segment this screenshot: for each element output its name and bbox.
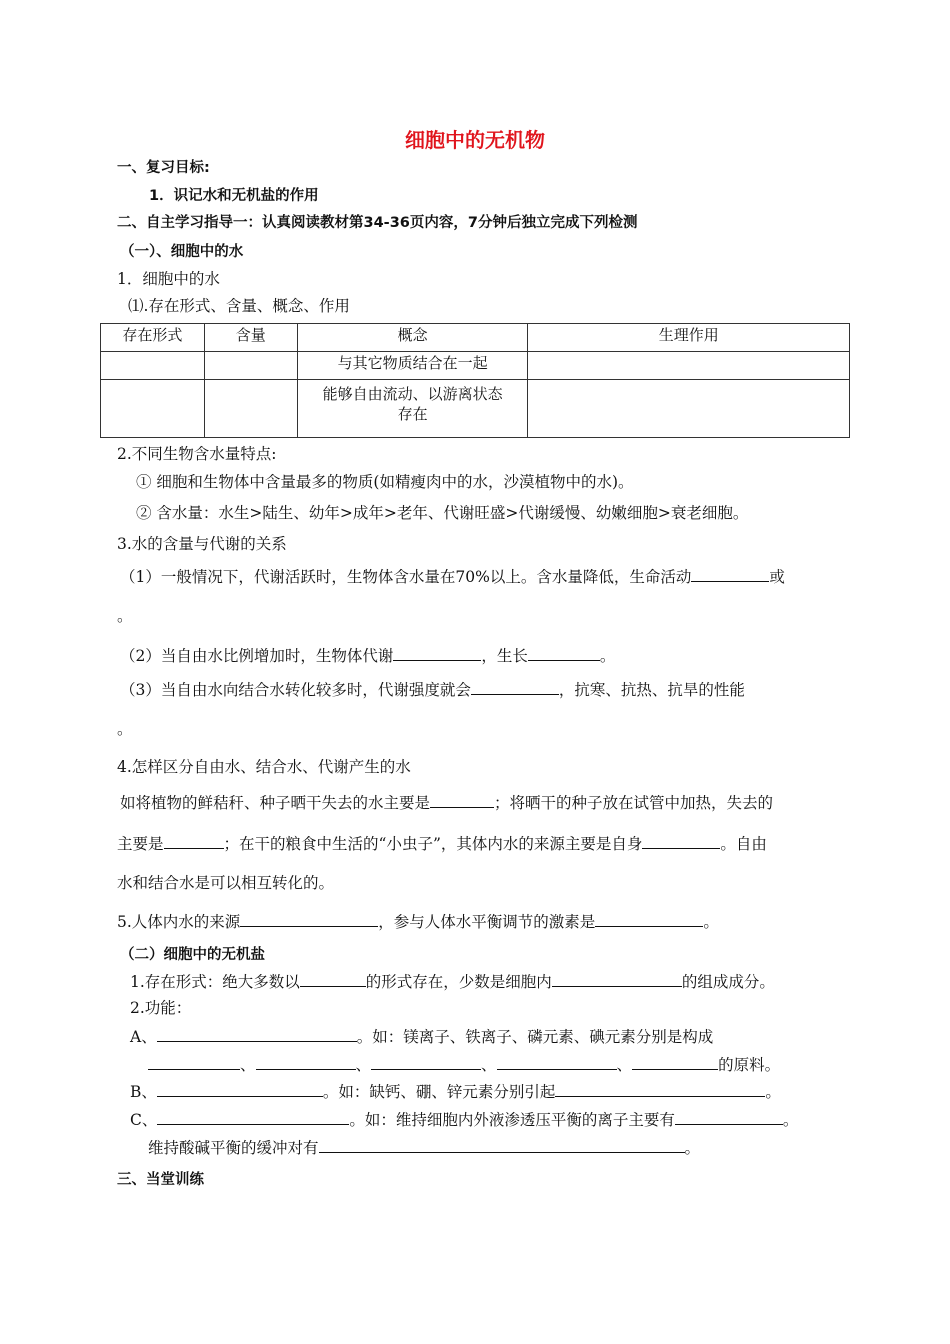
- answer-blank[interactable]: [148, 1054, 240, 1070]
- table-cell: [204, 352, 297, 380]
- period-line: 。: [117, 607, 133, 625]
- answer-blank[interactable]: [555, 1081, 765, 1097]
- table-header: 生理作用: [528, 324, 850, 352]
- water-sub2b: ② 含水量：水生>陆生、幼年>成年>老年、代谢旺盛>代谢缓慢、幼嫩细胞>衰老细胞。: [136, 504, 749, 522]
- table-cell: [101, 352, 205, 380]
- section1-heading: 一、复习目标:: [117, 160, 210, 176]
- answer-blank[interactable]: [300, 971, 366, 987]
- answer-blank[interactable]: [157, 1026, 357, 1042]
- table-cell: 能够自由流动、以游离状态存在: [297, 380, 528, 438]
- answer-blank[interactable]: [552, 971, 682, 987]
- table-row: [101, 352, 850, 380]
- water-sub1a: ⑴.存在形式、含量、概念、作用: [128, 297, 350, 315]
- page-title: 细胞中的无机物: [405, 128, 545, 152]
- section2-heading: 二、自主学习指导一：认真阅读教材第34-36页内容，7分钟后独立完成下列检测: [117, 215, 638, 231]
- answer-blank[interactable]: [471, 679, 559, 695]
- salt-item-b: B、 。如：缺钙、硼、锌元素分别引起 。: [130, 1083, 781, 1101]
- table-row: [101, 380, 850, 438]
- answer-blank[interactable]: [256, 1054, 356, 1070]
- salt-item-c: C、 。如：维持细胞内外液渗透压平衡的离子主要有 。: [130, 1111, 799, 1129]
- salt-item-a: A、 。如：镁离子、铁离子、磷元素、碘元素分别是构成: [130, 1028, 714, 1046]
- answer-blank[interactable]: [430, 792, 494, 808]
- water-sub3-2: （2）当自由水比例增加时，生物体代谢 ，生长 。: [120, 647, 616, 665]
- answer-blank[interactable]: [240, 911, 378, 927]
- answer-blank[interactable]: [675, 1109, 783, 1125]
- table-header: 存在形式: [101, 324, 205, 352]
- section3-heading: 三、当堂训练: [117, 1172, 204, 1188]
- answer-blank[interactable]: [642, 833, 720, 849]
- answer-blank[interactable]: [319, 1137, 685, 1153]
- answer-blank[interactable]: [595, 911, 703, 927]
- table-cell: 与其它物质结合在一起: [297, 352, 528, 380]
- table-cell: [101, 380, 205, 438]
- water-sub5: 5.人体内水的来源 ，参与人体水平衡调节的激素是 。: [117, 913, 719, 931]
- salt-s2: 2.功能：: [130, 999, 192, 1017]
- water-sub4: 4.怎样区分自由水、结合水、代谢产生的水: [117, 758, 411, 776]
- table-header: 含量: [204, 324, 297, 352]
- answer-blank[interactable]: [528, 645, 600, 661]
- answer-blank[interactable]: [157, 1109, 349, 1125]
- table-header-row: [101, 324, 850, 352]
- salt-item-c-buffer: 维持酸碱平衡的缓冲对有 。: [148, 1139, 701, 1157]
- salt-s1: 1.存在形式：绝大多数以 的形式存在，少数是细胞内 的组成成分。: [130, 973, 775, 991]
- table-cell: [528, 380, 850, 438]
- answer-blank[interactable]: [632, 1054, 718, 1070]
- water-sub4-p1: 如将植物的鲜秸秆、种子晒干失去的水主要是 ；将晒干的种子放在试管中加热，失去的: [120, 794, 774, 812]
- water-sub3-3: （3）当自由水向结合水转化较多时，代谢强度就会 ，抗寒、抗热、抗旱的性能: [120, 681, 745, 699]
- answer-blank[interactable]: [497, 1054, 617, 1070]
- answer-blank[interactable]: [164, 833, 224, 849]
- water-sub4-p2: 主要是 ；在干的粮食中生活的“小虫子”，其体内水的来源主要是自身 。自由: [117, 835, 767, 853]
- table-cell: [528, 352, 850, 380]
- answer-blank[interactable]: [691, 566, 769, 582]
- water-sub3-1: （1）一般情况下，代谢活跃时，生物体含水量在70%以上。含水量降低，生命活动 或: [120, 568, 785, 586]
- table-cell: [204, 380, 297, 438]
- water-sub2: 2.不同生物含水量特点:: [117, 445, 277, 463]
- answer-blank[interactable]: [157, 1081, 323, 1097]
- water-sub3: 3.水的含量与代谢的关系: [117, 535, 287, 553]
- water-sub1: 1．细胞中的水: [117, 270, 220, 288]
- answer-blank[interactable]: [393, 645, 481, 661]
- answer-blank[interactable]: [371, 1054, 481, 1070]
- water-sub4-p3: 水和结合水是可以相互转化的。: [117, 874, 335, 892]
- water-heading: （一）、细胞中的水: [120, 244, 244, 260]
- table-header: 概念: [297, 324, 528, 352]
- period-line: 。: [117, 720, 133, 738]
- water-table: [100, 323, 850, 438]
- water-sub2a: ① 细胞和生物体中含量最多的物质(如精瘦肉中的水，沙漠植物中的水)。: [136, 473, 634, 491]
- objective-item: 1．识记水和无机盐的作用: [149, 188, 319, 204]
- salt-item-a-blanks: 、 、 、 、 的原料。: [148, 1054, 780, 1075]
- salt-heading: （二）细胞中的无机盐: [120, 947, 265, 963]
